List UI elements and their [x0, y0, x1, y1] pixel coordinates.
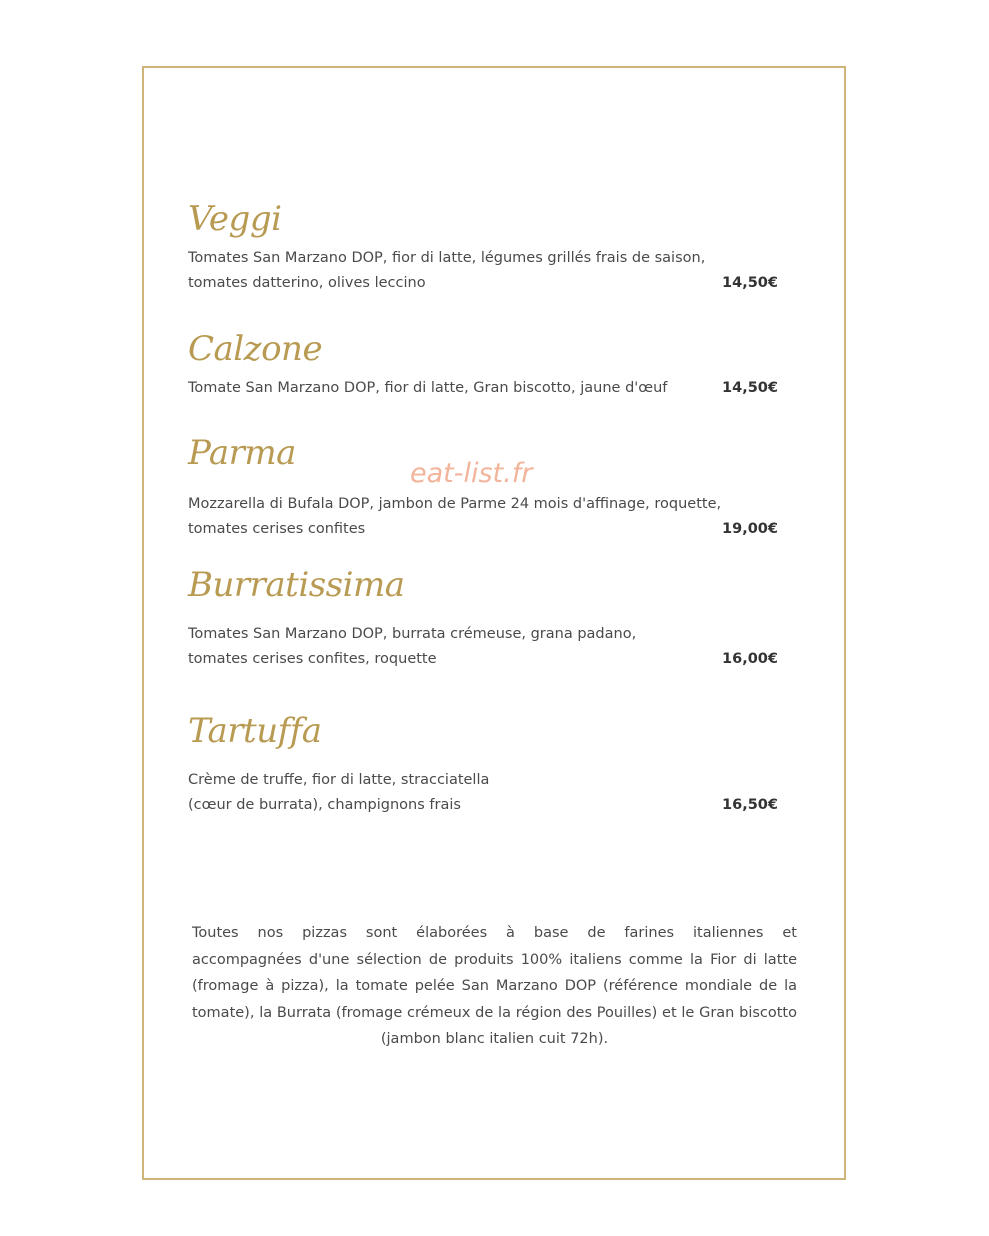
- description-line: tomates datterino, olives leccino: [188, 275, 426, 291]
- menu-item-price: 14,50€: [722, 275, 778, 291]
- description-line: tomates cerises confites, roquette: [188, 651, 437, 667]
- description-line: Tomates San Marzano DOP, fior di latte, légumes grillés frais de saison,: [188, 250, 706, 266]
- description-line: Tomate San Marzano DOP, fior di latte, Gran biscotto, jaune d'œuf: [188, 380, 668, 396]
- footnote: [192, 920, 797, 1053]
- footnote-line: (jambon blanc italien cuit 72h).: [380, 1031, 609, 1047]
- description-line: Crème de truffe, fior di latte, stracciatella: [188, 772, 490, 788]
- menu-item-description: [188, 492, 723, 542]
- menu-item-price: 16,50€: [722, 797, 778, 813]
- menu-item-body: [188, 376, 778, 401]
- description-line: Tomates San Marzano DOP, burrata crémeuse, grana padano,: [188, 626, 637, 642]
- menu-item-body: [188, 246, 778, 296]
- menu-item-veggi: [188, 200, 778, 296]
- menu-item-name: Calzone: [188, 329, 323, 369]
- menu-item-calzone: [188, 330, 778, 401]
- menu-item-description: [188, 768, 723, 818]
- footnote-line: accompagnées d'une sélection de produits 100% italiens comme la Fior di latte: [192, 951, 797, 968]
- menu-item-price: 14,50€: [722, 380, 778, 396]
- menu-item-tartuffa: [188, 712, 778, 818]
- menu-item-name: Tartuffa: [188, 711, 322, 751]
- menu-item-body: [188, 622, 778, 672]
- menu-item-price: 19,00€: [722, 521, 778, 537]
- description-line: (cœur de burrata), champignons frais: [188, 797, 461, 813]
- menu-item-burratissima: [188, 566, 778, 672]
- menu-item-description: [188, 622, 723, 672]
- watermark: eat-list.fr: [410, 458, 533, 489]
- description-line: tomates cerises confites: [188, 521, 366, 537]
- footnote-line: Toutes nos pizzas sont élaborées à base de farines italiennes et: [192, 925, 797, 941]
- footnote-line: (fromage à pizza), la tomate pelée San Marzano DOP (référence mondiale de la: [192, 978, 797, 994]
- footnote-line: tomate), la Burrata (fromage crémeux de la région des Pouilles) et le Gran biscotto: [192, 1004, 797, 1021]
- menu-item-body: [188, 768, 778, 818]
- menu-item-price: 16,00€: [722, 651, 778, 667]
- menu-item-name: Parma: [188, 433, 296, 473]
- menu-item-name: Veggi: [188, 199, 282, 239]
- menu-item-body: [188, 492, 778, 542]
- menu-item-description: [188, 376, 723, 401]
- description-line: Mozzarella di Bufala DOP, jambon de Parme 24 mois d'affinage, roquette,: [188, 496, 722, 512]
- menu-item-description: [188, 246, 723, 296]
- menu-item-name: Burratissima: [188, 565, 405, 605]
